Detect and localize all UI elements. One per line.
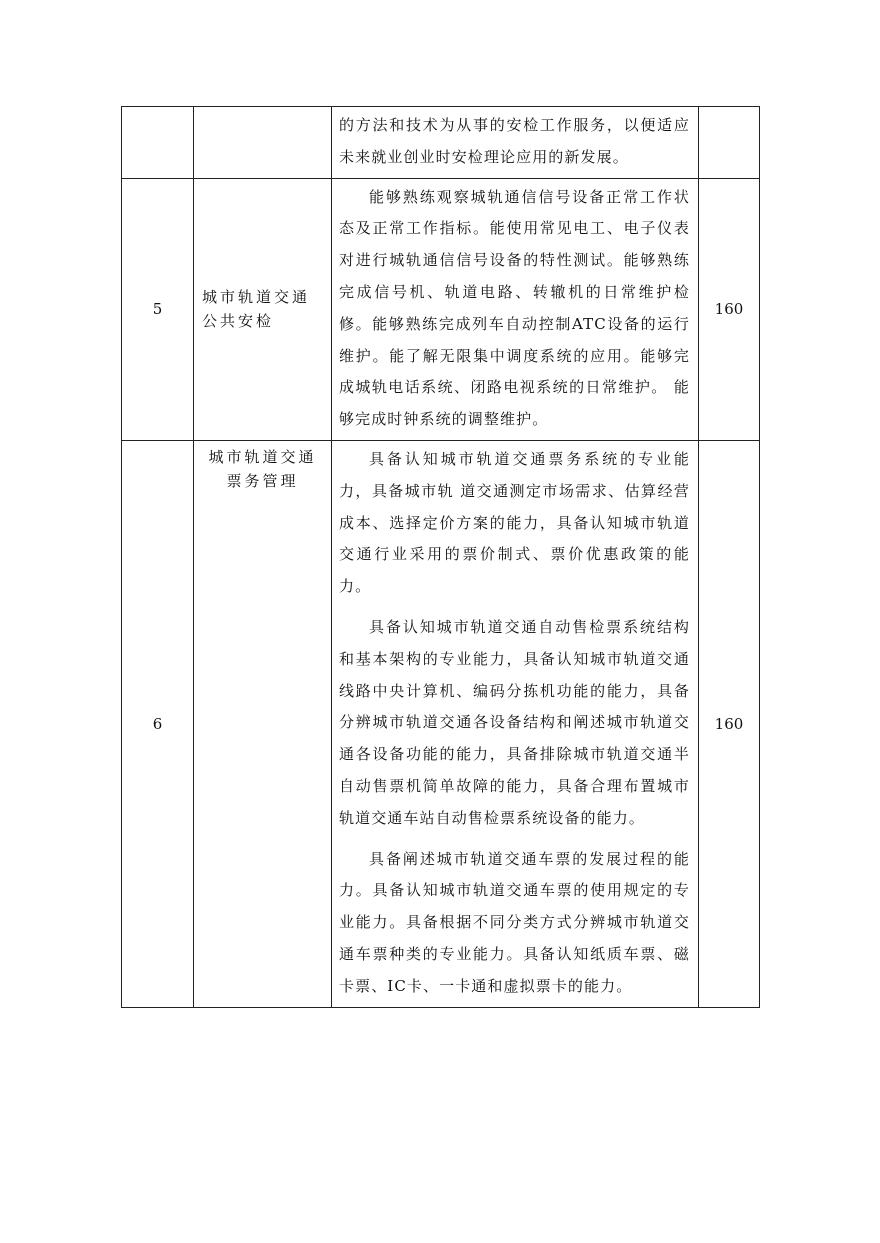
course-hours: 160 [699,178,760,440]
course-table [121,106,760,1008]
table-row [122,107,760,179]
description-paragraph: 具备认知城市轨道交通自动售检票系统结构和基本架构的专业能力，具备认知城市轨道交通线路中央计算机、编码分拣机功能的能力，具备分辨城市轨道交通各设备结构和阐述城市轨道交通各设备功能的能力，具备排除城市轨道交通半自动售票机简单故障的能力，具备合理布置城市轨道交通车站自动售检票系统设备的能力。 [339,617,690,827]
row-number: 5 [122,178,194,440]
table-row [122,440,760,1007]
row-number [122,107,194,179]
description-paragraph: 具备认知城市轨道交通票务系统的专业能力，具备城市轨 道交通测定市场需求、估算经营成本、选择定价方案的能力，具备认知城市轨道交通行业采用的票价制式、票价优惠政策的能力。 [339,449,690,596]
course-name [194,178,332,440]
course-name-line: 城市轨道交通 [208,447,317,466]
course-name-line: 城市轨道交通 [202,288,311,307]
description-paragraph: 的方法和技术为从事的安检工作服务，以便适应未来就业创业时安检理论应用的新发展。 [339,116,690,166]
course-description [332,440,699,1007]
course-name [194,440,332,1007]
course-description [332,178,699,440]
course-description [332,107,699,179]
course-name-line: 票务管理 [226,471,299,490]
course-name [194,107,332,179]
description-paragraph: 能够熟练观察城轨通信信号设备正常工作状态及正常工作指标。能使用常见电工、电子仪表对进行城轨通信信号设备的特性测试。能够熟练完成信号机、轨道电路、转辙机的日常维护检修。能够熟练完成列车自动控制ATC设备的运行维护。能了解无限集中调度系统的应用。能够完成城轨电话系统、闭路电视系统的日常维护。 能够完成时钟系统的调整维护。 [339,187,690,429]
table-row [122,178,760,440]
course-hours [699,107,760,179]
row-number: 6 [122,440,194,1007]
course-hours: 160 [699,440,760,1007]
course-name-line: 公共安检 [202,312,275,331]
description-paragraph: 具备阐述城市轨道交通车票的发展过程的能力。具备认知城市轨道交通车票的使用规定的专业能力。具备根据不同分类方式分辨城市轨道交通车票种类的专业能力。具备认知纸质车票、磁卡票、IC卡、一卡通和虚拟票卡的能力。 [339,849,690,995]
